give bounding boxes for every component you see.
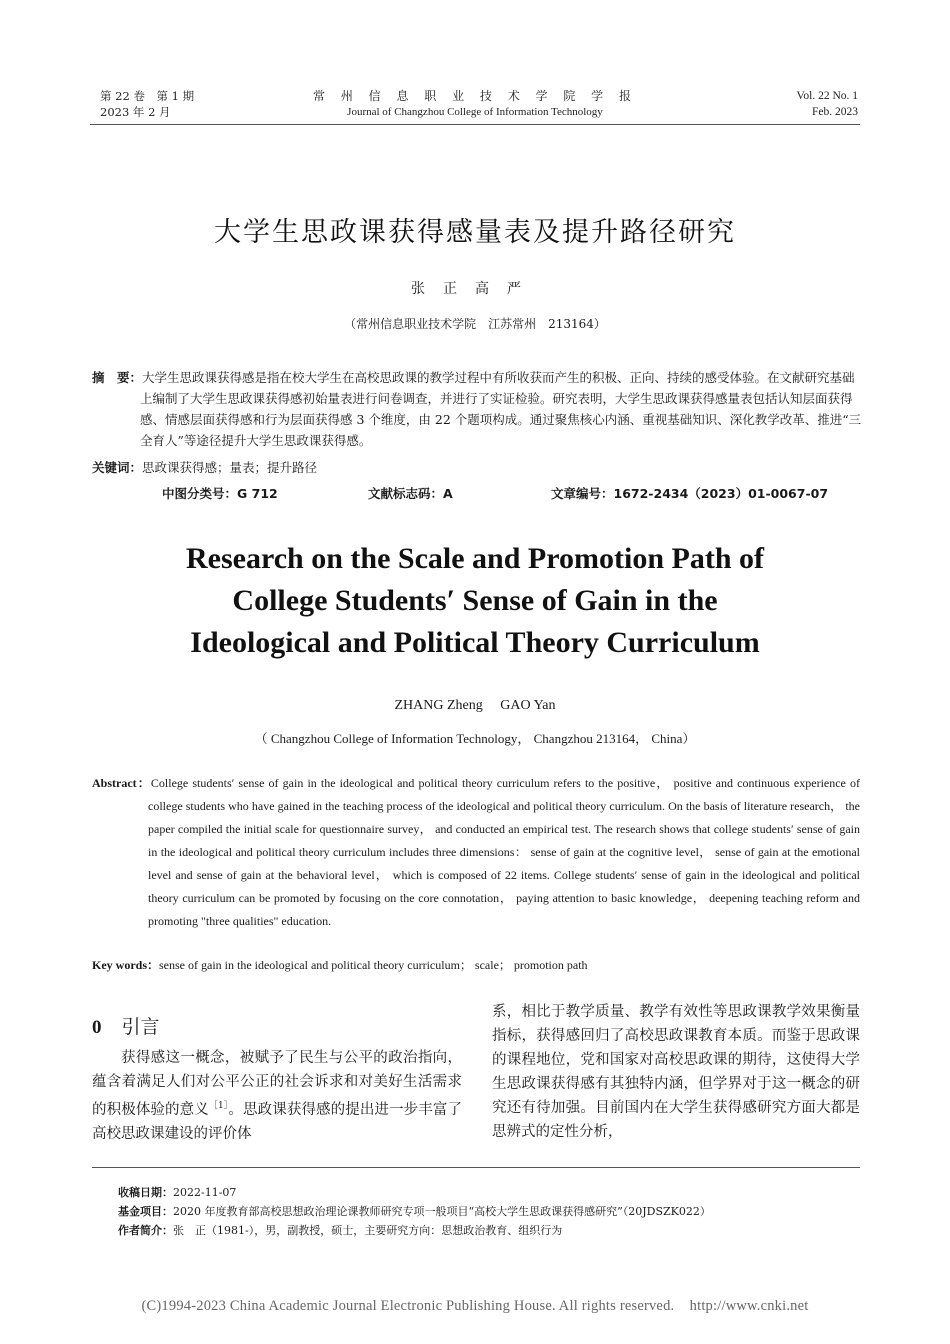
clc-value: G 712 <box>237 486 278 501</box>
volume-issue-en: Vol. 22 No. 1 <box>796 90 858 102</box>
abstract-cn-text: 大学生思政课获得感是指在校大学生在高校思政课的教学过程中有所收获而产生的积极、正向、持续的感受体验。在文献研究基础上编制了大学生思政课获得感初始量表进行问卷调查，并进行了实证检验。研究表明，大学生思政课获得感量表包括认知层面获得感、情感层面获得感和行为层面获得感 3 个维度，由 22 个题项构成。通过聚焦核心内涵、重视基础知识、深化教学改革、推进“三全育人”等途径提升大学生思政课获得感。 <box>140 370 862 448</box>
running-header-left <box>100 88 194 120</box>
header-rule <box>90 124 860 125</box>
section-heading <box>92 1012 160 1039</box>
keywords-cn-text: 思政课获得感；量表；提升路径 <box>142 460 318 475</box>
received-label: 收稿日期： <box>118 1186 173 1199</box>
fund-project <box>118 1202 711 1221</box>
doc-code-label: 文献标志码： <box>368 486 444 501</box>
affiliation-en: （ Changzhou College of Information Technology， Changzhou 213164， China） <box>254 731 696 746</box>
article-number <box>551 484 828 502</box>
clc-number <box>162 484 278 502</box>
author-bio <box>118 1221 711 1240</box>
document-code <box>368 484 453 502</box>
section-number: 0 <box>92 1017 102 1038</box>
keywords-en-text: sense of gain in the ideological and political theory curriculum； scale； promotion path <box>159 958 588 972</box>
body-paragraph-right: 系，相比于教学质量、教学有效性等思政课教学效果衡量指标，获得感回归了高校思政课教育本质。而鉴于思政课的课程地位，党和国家对高校思政课的期待，这使得大学生思政课获得感有其独特内涵，但学界对于这一概念的研究还有待加强。目前国内在大学生获得感研究方面大都是思辨式的定性分析， <box>492 1004 860 1140</box>
title-en-line-2: College Students′ Sense of Gain in the <box>232 584 718 617</box>
received-value: 2022-11-07 <box>173 1186 237 1199</box>
body-paragraph-left <box>92 1046 462 1146</box>
volume-issue: 第 22 卷 第 1 期 <box>100 89 195 103</box>
article-number-value: 1672-2434（2023）01-0067-07 <box>613 486 829 501</box>
publication-date: 2023 年 2 月 <box>100 105 171 119</box>
keywords-en <box>92 956 588 973</box>
journal-name-en: Journal of Changzhou College of Information Technology <box>347 106 603 118</box>
title-en-line-3: Ideological and Political Theory Curriculum <box>190 626 760 659</box>
section-title: 引言 <box>121 1016 160 1038</box>
citation-ref: ［1］ <box>208 1101 229 1111</box>
fund-label: 基金项目： <box>118 1205 173 1218</box>
body-left-text-1: 获得感这一概念，被赋予了民生与公平的政治指向，蕴含着满足人们对公平公正的社会诉求和对美好生活需求的积极体验的意义 <box>92 1050 462 1118</box>
authors-en: ZHANG Zheng GAO Yan <box>394 698 556 713</box>
article-number-label: 文章编号： <box>551 486 614 501</box>
copyright-notice: (C)1994-2023 China Academic Journal Electronic Publishing House. All rights reserved. http://www.cnki.net <box>141 1298 809 1314</box>
clc-label: 中图分类号： <box>162 486 238 501</box>
body-column-left <box>92 1046 462 1146</box>
running-header-journal <box>250 88 700 120</box>
running-header-right <box>797 88 858 120</box>
authors-cn: 张正高严 <box>411 281 539 297</box>
abstract-en-text: College students′ sense of gain in the ideological and political theory curriculum refers to the positive， positive and continuous experience of college students who have gained in the teaching process of the ideological and political theory curriculum. On the basis of literature research， the paper compiled the initial scale for questionnaire survey， and conducted an empirical test. The research shows that college students′ sense of gain in the ideological and political theory curriculum includes three dimensions： sense of gain at the cognitive level， sense of gain at the emotional level and sense of gain at the behavioral level， which is composed of 22 items. College students′ sense of gain in the ideological and political theory curriculum can be promoted by focusing on the core connotation， paying attention to basic knowledge， deepening teaching reform and promoting "three qualities" education. <box>148 776 860 928</box>
body-left-text-2: 。思政课获得感的提出进一步丰富了高校思政课建设的评价体 <box>92 1101 463 1142</box>
fund-value: 2020 年度教育部高校思想政治理论课教师研究专项一般项目“高校大学生思政课获得感研究”（20JDSZK022） <box>173 1205 711 1218</box>
received-date <box>118 1183 711 1202</box>
abstract-cn-label: 摘 要： <box>92 370 143 385</box>
abstract-en-label: Abstract： <box>92 776 151 790</box>
keywords-cn-label: 关键词： <box>92 460 143 475</box>
keywords-en-label: Key words： <box>92 958 159 972</box>
affiliation-cn: （常州信息职业技术学院 江苏常州 213164） <box>344 317 606 331</box>
author-bio-value: 张 正（1981-），男，副教授，硕士，主要研究方向：思想政治教育、组织行为 <box>173 1224 563 1237</box>
publication-date-en: Feb. 2023 <box>812 106 858 118</box>
body-column-right <box>492 1000 860 1144</box>
abstract-en <box>92 772 860 933</box>
doc-code-value: A <box>443 486 453 501</box>
footnote-rule <box>92 1167 860 1168</box>
title-en-line-1: Research on the Scale and Promotion Path of <box>185 542 765 575</box>
author-bio-label: 作者简介： <box>118 1224 173 1237</box>
paper-title-en <box>0 538 950 664</box>
journal-name-cn: 常 州 信 息 职 业 技 术 学 院 学 报 <box>313 89 637 103</box>
paper-title-cn: 大学生思政课获得感量表及提升路径研究 <box>214 217 736 248</box>
footnotes <box>118 1183 711 1240</box>
abstract-cn <box>92 367 862 451</box>
keywords-cn <box>92 458 317 476</box>
